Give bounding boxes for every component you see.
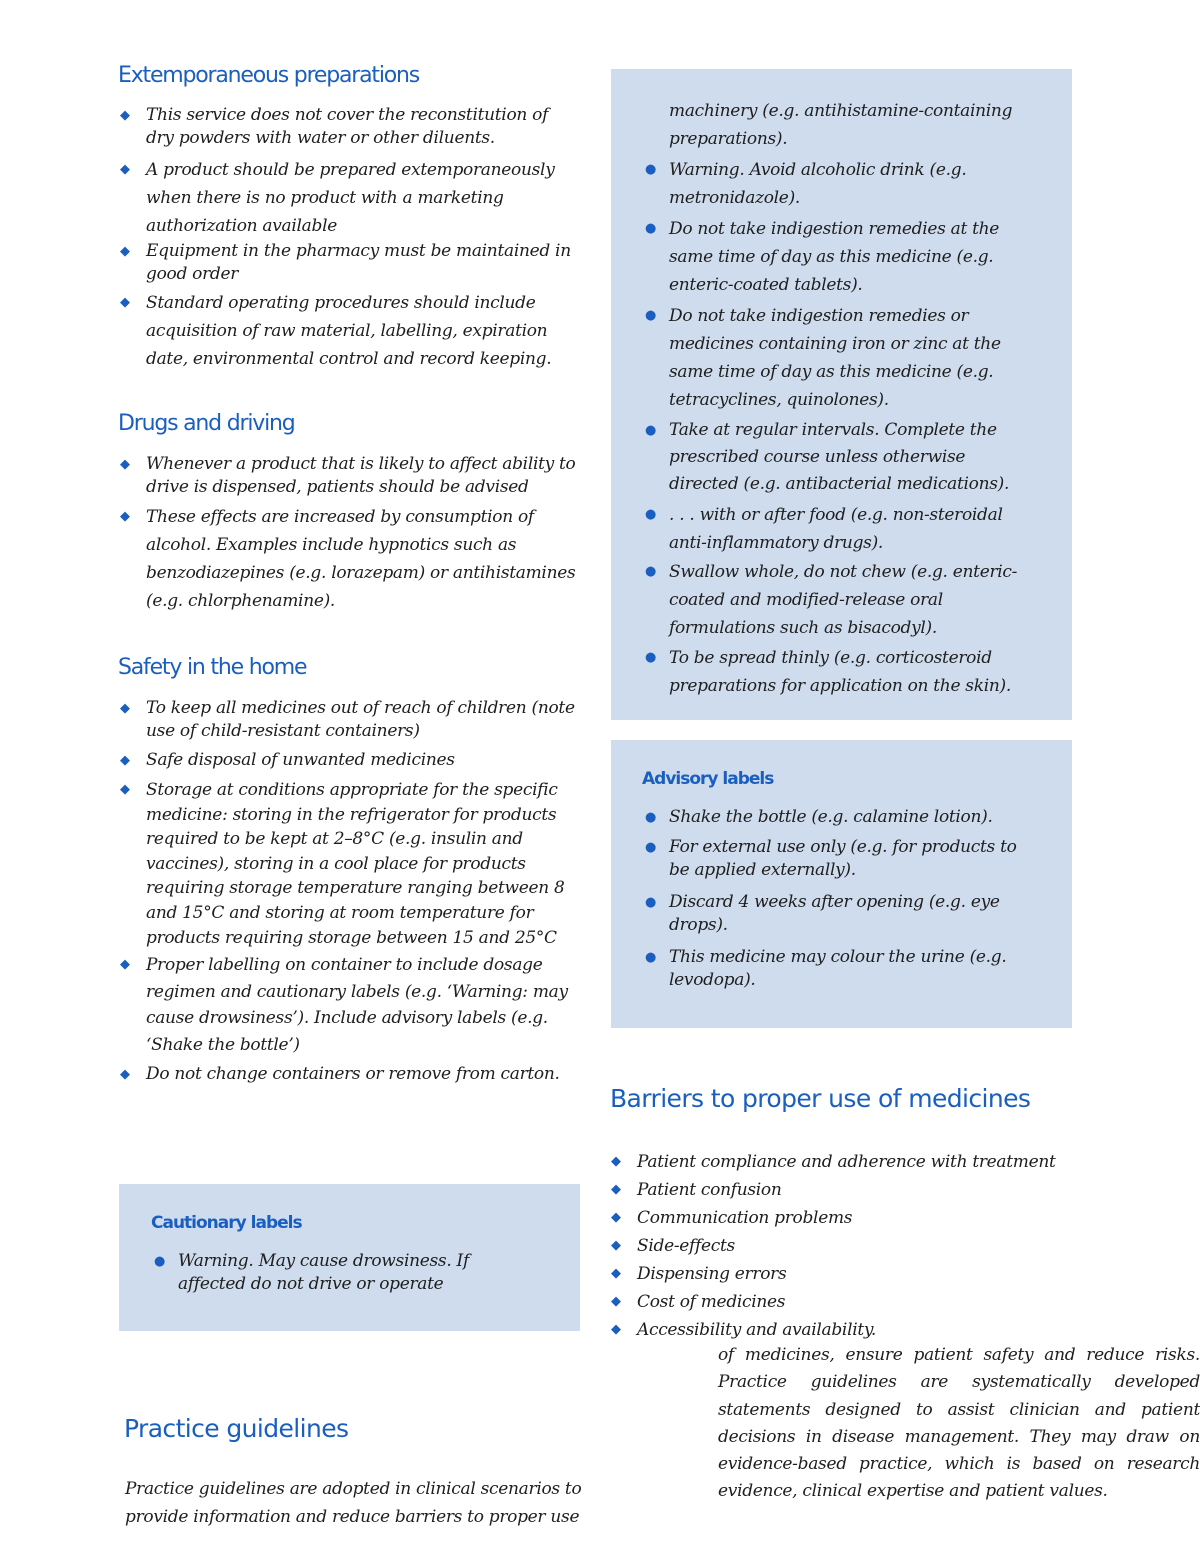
round-bullet-icon: ● xyxy=(645,507,657,522)
box-title-advisory: Advisory labels xyxy=(642,769,774,789)
round-bullet-icon: ● xyxy=(645,423,657,438)
diamond-bullet-icon: ◆ xyxy=(120,295,130,310)
list-item: ◆ Patient confusion xyxy=(637,1176,1107,1204)
section-title-extemporaneous: Extemporaneous preparations xyxy=(118,63,420,88)
list-item: ● This medicine may colour the urine (e.g. levodopa). xyxy=(645,947,1007,990)
list-item: ◆ Whenever a product that is likely to affect ability to drive is dispensed, patients should be advised xyxy=(120,454,576,497)
diamond-bullet-icon: ◆ xyxy=(120,701,130,716)
diamond-bullet-icon: ◆ xyxy=(120,1067,130,1083)
diamond-bullet-icon: ◆ xyxy=(611,1238,621,1253)
round-bullet-icon: ● xyxy=(645,564,657,579)
round-bullet-icon: ● xyxy=(154,1254,166,1269)
advisory-labels-box xyxy=(611,740,1072,1028)
section-title-barriers: Barriers to proper use of medicines xyxy=(610,1084,1031,1113)
list-item: ◆ Cost of medicines xyxy=(637,1288,1107,1316)
list-item: ● Take at regular intervals. Complete the prescribed course unless otherwise directed (e.g. antibacterial medications). xyxy=(669,417,1029,498)
round-bullet-icon: ● xyxy=(645,810,657,825)
round-bullet-icon: ● xyxy=(645,895,657,910)
barriers-list xyxy=(611,1148,1107,1344)
list-item: ◆ Side-effects xyxy=(637,1232,1107,1260)
round-bullet-icon: ● xyxy=(645,162,657,177)
diamond-bullet-icon: ◆ xyxy=(611,1182,621,1197)
round-bullet-icon: ● xyxy=(645,308,657,323)
cautionary-labels-box xyxy=(119,1184,580,1331)
list-item: ● Warning. Avoid alcoholic drink (e.g. metronidazole). xyxy=(669,156,1029,212)
diamond-bullet-icon: ◆ xyxy=(611,1322,621,1337)
advisory-list xyxy=(645,806,1034,992)
list-item: ◆ Communication problems xyxy=(637,1204,1107,1232)
section-title-safety-home: Safety in the home xyxy=(118,655,307,680)
round-bullet-icon: ● xyxy=(645,221,657,236)
list-item: ● Do not take indigestion remedies at the same time of day as this medicine (e.g. enteric-coated tablets). xyxy=(669,215,1029,299)
safety-home-list xyxy=(120,697,576,1086)
diamond-bullet-icon: ◆ xyxy=(611,1294,621,1309)
diamond-bullet-icon: ◆ xyxy=(120,457,130,472)
cautionary-list xyxy=(154,1250,498,1296)
list-item: ◆ This service does not cover the reconstitution of dry powders with water or other diluents. xyxy=(120,105,549,148)
list-item: ● Do not take indigestion remedies or medicines containing iron or zinc at the same time of day as this medicine (e.g. tetracyclines, quinolones). xyxy=(669,302,1029,414)
diamond-bullet-icon: ◆ xyxy=(120,108,130,123)
list-item: ● For external use only (e.g. for products to be applied externally). xyxy=(645,837,1017,880)
section-title-practice: Practice guidelines xyxy=(124,1414,349,1443)
section-title-drugs-driving: Drugs and driving xyxy=(118,411,295,436)
list-item: ◆ Patient compliance and adherence with treatment xyxy=(637,1148,1107,1176)
list-item: ● To be spread thinly (e.g. corticosteroid preparations for application on the skin). xyxy=(669,644,1029,700)
diamond-bullet-icon: ◆ xyxy=(120,782,130,797)
list-item: ● Swallow whole, do not chew (e.g. enteric-coated and modified-release oral formulations such as bisacodyl). xyxy=(669,558,1029,642)
list-item: ● Warning. May cause drowsiness. If affected do not drive or operate xyxy=(154,1251,469,1294)
list-item: ◆ Proper labelling on container to include dosage regimen and cautionary labels (e.g. ‘Warning: may cause drowsiness’). Include advisory labels (e.g. ‘Shake the bottle’) xyxy=(146,952,576,1058)
diamond-bullet-icon: ◆ xyxy=(611,1210,621,1225)
diamond-bullet-icon: ◆ xyxy=(120,509,130,524)
list-item: ◆ These effects are increased by consumption of alcohol. Examples include hypnotics such as benzodiazepines (e.g. lorazepam) or antihistamines (e.g. chlorphenamine). xyxy=(146,503,576,615)
cautionary-labels-continued-box xyxy=(611,69,1072,720)
list-item: ◆ Equipment in the pharmacy must be maintained in good order xyxy=(120,241,571,284)
diamond-bullet-icon: ◆ xyxy=(120,244,130,259)
box-title-cautionary: Cautionary labels xyxy=(151,1213,302,1233)
extemporaneous-list xyxy=(120,104,576,373)
list-item: ● Discard 4 weeks after opening (e.g. eye drops). xyxy=(645,892,1000,935)
diamond-bullet-icon: ◆ xyxy=(611,1266,621,1281)
list-item: machinery (e.g. antihistamine-containing preparations). xyxy=(669,101,1013,149)
round-bullet-icon: ● xyxy=(645,840,657,855)
drugs-driving-list xyxy=(120,453,576,615)
list-item: ◆ Do not change containers or remove from carton. xyxy=(120,1064,560,1085)
diamond-bullet-icon: ◆ xyxy=(120,753,130,768)
list-item: ◆ To keep all medicines out of reach of children (note use of child-resistant containers) xyxy=(120,698,575,741)
list-item: ● Shake the bottle (e.g. calamine lotion). xyxy=(645,807,993,827)
round-bullet-icon: ● xyxy=(645,650,657,665)
list-item: ◆ Dispensing errors xyxy=(637,1260,1107,1288)
list-item: ◆ Storage at conditions appropriate for the specific medicine: storing in the refrigerator for products required to be kept at 2–8°C (e.g. insulin and vaccines), storing in a cool place for products requiring storage temperature ranging between 8 and 15°C and storing at room temperature for products requiring storage between 15 and 25°C xyxy=(120,780,565,948)
diamond-bullet-icon: ◆ xyxy=(120,957,130,973)
list-item: ◆ Safe disposal of unwanted medicines xyxy=(120,750,455,770)
round-bullet-icon: ● xyxy=(645,950,657,965)
list-item: ◆ Standard operating procedures should include acquisition of raw material, labelling, expiration date, environmental control and record keeping. xyxy=(146,289,576,373)
practice-continued-paragraph: of medicines, ensure patient safety and reduce risks. Practice guidelines are systematically developed statements designed to assist clinician and patient decisions in disease management. They may draw on evidence-based practice, which is based on research evidence, clinical expertise and patient values. xyxy=(718,1345,1200,1502)
list-item: ◆ A product should be prepared extemporaneously when there is no product with a marketing authorization available xyxy=(146,156,576,240)
cautionary-continued-list xyxy=(645,97,1029,700)
diamond-bullet-icon: ◆ xyxy=(611,1154,621,1169)
diamond-bullet-icon: ◆ xyxy=(120,162,130,177)
list-item: ● . . . with or after food (e.g. non-steroidal anti-inflammatory drugs). xyxy=(669,501,1029,557)
practice-paragraph: Practice guidelines are adopted in clinical scenarios to provide information and reduce barriers to proper use xyxy=(125,1479,582,1527)
list-item: ◆ Accessibility and availability. xyxy=(637,1316,1107,1344)
